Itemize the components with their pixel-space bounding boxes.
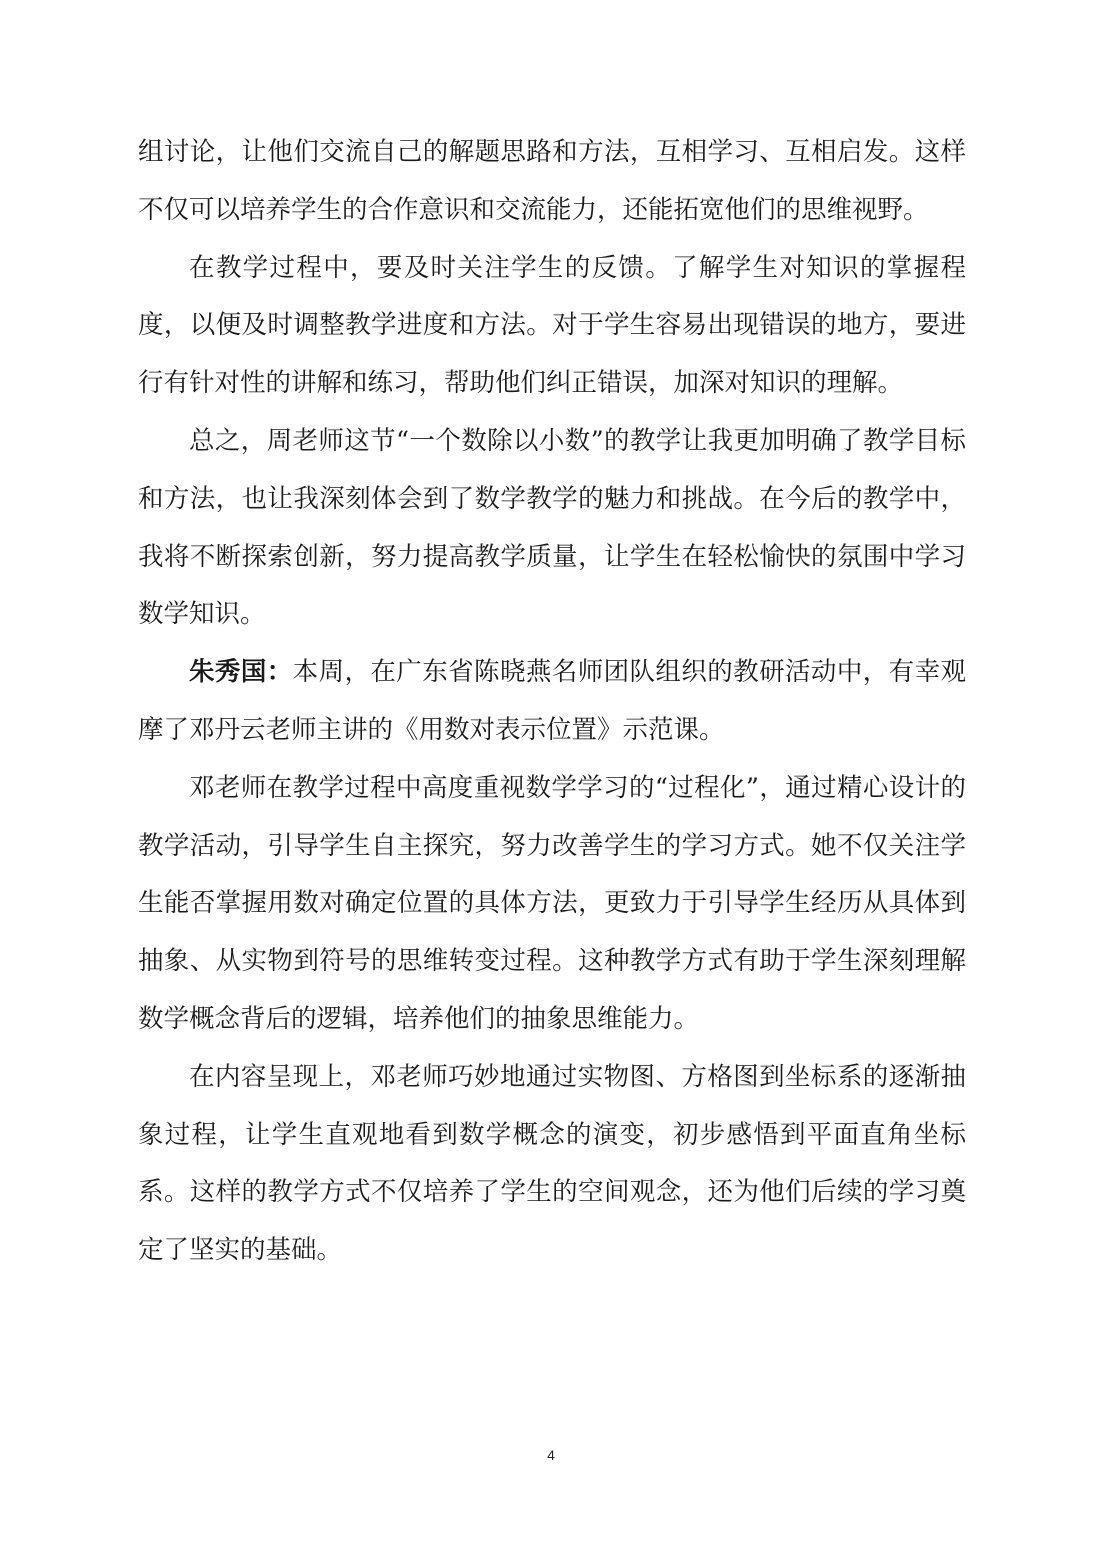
page-number: 4	[547, 1447, 555, 1463]
speaker-name: 朱秀国：	[189, 657, 293, 688]
paragraph-zhu-xiuguo	[138, 644, 966, 760]
paragraph-text: 本周，在广东省陈晓燕名师团队组织的教研活动中，有幸观摩了邓丹云老师主讲的《用数对表示位置》示范课。	[138, 657, 966, 745]
paragraph-presentation	[138, 1049, 966, 1280]
paragraph-text: 组讨论，让他们交流自己的解题思路和方法，互相学习、互相启发。这样不仅可以培养学生的合作意识和交流能力，还能拓宽他们的思维视野。	[138, 137, 966, 225]
paragraph-text: 邓老师在教学过程中高度重视数学学习的“过程化”，通过精心设计的教学活动，引导学生自主探究，努力改善学生的学习方式。她不仅关注学生能否掌握用数对确定位置的具体方法，更致力于引导学生经历从具体到抽象、从实物到符号的思维转变过程。这种教学方式有助于学生深刻理解数学概念背后的逻辑，培养他们的抽象思维能力。	[138, 772, 966, 1034]
paragraph-text: 在内容呈现上，邓老师巧妙地通过实物图、方格图到坐标系的逐渐抽象过程，让学生直观地看到数学概念的演变，初步感悟到平面直角坐标系。这样的教学方式不仅培养了学生的空间观念，还为他们后续的学习奠定了坚实的基础。	[138, 1061, 966, 1266]
paragraph-process	[138, 760, 966, 1049]
paragraph-feedback	[138, 240, 966, 413]
body-text	[138, 124, 966, 1280]
paragraph-text: 在教学过程中，要及时关注学生的反馈。了解学生对知识的掌握程度，以便及时调整教学进度和方法。对于学生容易出现错误的地方，要进行有针对性的讲解和练习，帮助他们纠正错误，加深对知识的理解。	[138, 252, 966, 399]
paragraph-text: 总之，周老师这节“一个数除以小数”的教学让我更加明确了教学目标和方法，也让我深刻体会到了数学教学的魅力和挑战。在今后的教学中，我将不断探索创新，努力提高教学质量，让学生在轻松愉快的氛围中学习数学知识。	[138, 425, 966, 630]
paragraph-continuation	[138, 124, 966, 240]
paragraph-summary	[138, 413, 966, 644]
